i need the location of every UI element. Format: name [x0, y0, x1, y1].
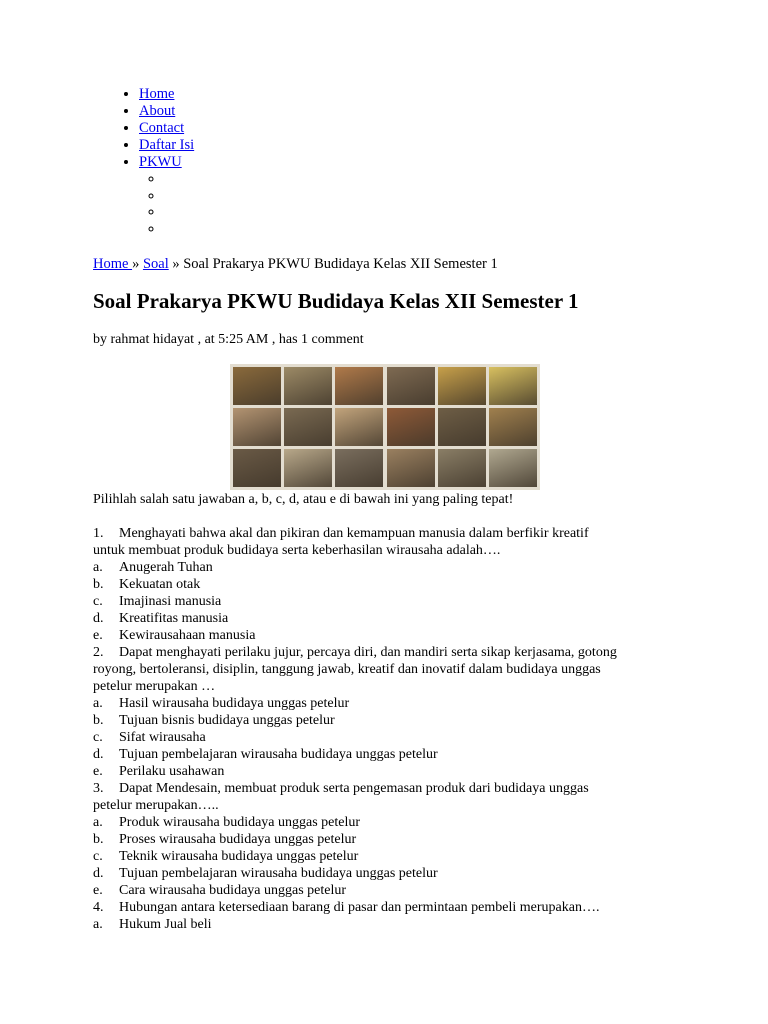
nav-subitem[interactable] — [164, 204, 194, 221]
nav-subitem[interactable] — [164, 188, 194, 205]
answer-option — [93, 916, 693, 933]
question-line: Hubungan antara ketersediaan barang di pasar dan permintaan pembeli merupakan…. — [119, 900, 600, 915]
collage-tile — [387, 449, 435, 487]
option-letter: b. — [93, 577, 104, 592]
collage-tile — [489, 367, 537, 405]
option-text: Hukum Jual beli — [119, 917, 212, 932]
nav-menu — [92, 86, 194, 171]
option-letter: a. — [93, 560, 103, 575]
collage-tile — [233, 408, 281, 446]
question-line: Menghayati bahwa akal dan pikiran dan kemampuan manusia dalam berfikir kreatif — [119, 526, 589, 541]
option-text: Tujuan pembelajaran wirausaha budidaya unggas petelur — [119, 747, 438, 762]
option-letter: d. — [93, 747, 104, 762]
option-text: Proses wirausaha budidaya unggas petelur — [119, 832, 357, 847]
answer-option — [93, 814, 693, 831]
answer-option — [93, 593, 693, 610]
nav-item-contact — [139, 120, 194, 137]
collage-tile — [284, 449, 332, 487]
breadcrumb-home-link[interactable]: Home — [93, 256, 133, 272]
option-text: Kewirausahaan manusia — [119, 628, 256, 643]
poultry-collage-image — [230, 364, 540, 490]
nav-link-home[interactable]: Home — [139, 86, 175, 102]
question-number: 2. — [93, 645, 104, 660]
answer-option — [93, 610, 693, 627]
option-text: Produk wirausaha budidaya unggas petelur — [119, 815, 361, 830]
answer-option — [93, 576, 693, 593]
collage-tile — [335, 367, 383, 405]
question-line: untuk membuat produk budidaya serta keberhasilan wirausaha adalah…. — [93, 543, 501, 558]
option-letter: c. — [93, 849, 103, 864]
breadcrumb-separator: » — [168, 256, 184, 272]
nav-item-about — [139, 103, 194, 120]
question-line: petelur merupakan….. — [93, 798, 219, 813]
nav-link-contact[interactable]: Contact — [139, 120, 185, 136]
collage-tile — [233, 367, 281, 405]
instructions-text: Pilihlah salah satu jawaban a, b, c, d, atau e di bawah ini yang paling tepat! — [93, 492, 514, 507]
nav-subitem[interactable] — [164, 171, 194, 188]
nav-item-pkwu — [139, 154, 194, 171]
collage-tile — [438, 408, 486, 446]
question-text — [93, 525, 693, 542]
nav-subitem[interactable] — [164, 221, 194, 238]
nav-item-home — [139, 86, 194, 103]
option-text: Anugerah Tuhan — [119, 560, 213, 575]
question-number: 3. — [93, 781, 104, 796]
answer-option — [93, 763, 693, 780]
answer-option — [93, 729, 693, 746]
collage-tile — [284, 367, 332, 405]
nav-link-daftar-isi[interactable]: Daftar Isi — [139, 137, 195, 153]
option-text: Kekuatan otak — [119, 577, 201, 592]
option-text: Sifat wirausaha — [119, 730, 206, 745]
collage-tile — [438, 367, 486, 405]
collage-tile — [284, 408, 332, 446]
question-line: Dapat Mendesain, membuat produk serta pengemasan produk dari budidaya unggas — [119, 781, 589, 796]
option-text: Imajinasi manusia — [119, 594, 222, 609]
answer-option — [93, 712, 693, 729]
answer-option — [93, 559, 693, 576]
option-letter: a. — [93, 696, 103, 711]
question-text-continued — [93, 678, 693, 695]
nav-item-daftar-isi — [139, 137, 194, 154]
collage-tile — [438, 449, 486, 487]
nav-submenu-pkwu — [139, 171, 194, 237]
option-text: Tujuan pembelajaran wirausaha budidaya unggas petelur — [119, 866, 438, 881]
page-title: Soal Prakarya PKWU Budidaya Kelas XII Semester 1 — [93, 289, 579, 313]
option-text: Tujuan bisnis budidaya unggas petelur — [119, 713, 335, 728]
answer-option — [93, 627, 693, 644]
breadcrumb-soal-link[interactable]: Soal — [142, 256, 169, 272]
option-letter: e. — [93, 628, 103, 643]
option-text: Teknik wirausaha budidaya unggas petelur — [119, 849, 359, 864]
option-letter: a. — [93, 917, 103, 932]
option-text: Kreatifitas manusia — [119, 611, 229, 626]
question-line: royong, bertoleransi, disiplin, tanggung jawab, kreatif dan inovatif dalam budidaya unggas — [93, 662, 601, 677]
answer-option — [93, 882, 693, 899]
question-text — [93, 644, 693, 661]
option-letter: d. — [93, 611, 104, 626]
question-text-continued — [93, 797, 693, 814]
collage-tile — [489, 449, 537, 487]
option-letter: d. — [93, 866, 104, 881]
collage-tile — [387, 367, 435, 405]
answer-option — [93, 831, 693, 848]
question-text — [93, 899, 693, 916]
breadcrumb — [93, 255, 498, 273]
option-letter: b. — [93, 713, 104, 728]
post-content — [93, 491, 693, 933]
option-text: Hasil wirausaha budidaya unggas petelur — [119, 696, 350, 711]
collage-tile — [489, 408, 537, 446]
breadcrumb-separator: » — [132, 256, 143, 272]
option-letter: b. — [93, 832, 104, 847]
question-number: 4. — [93, 900, 104, 915]
answer-option — [93, 695, 693, 712]
nav-link-pkwu[interactable]: PKWU — [139, 154, 182, 170]
option-letter: c. — [93, 730, 103, 745]
question-number: 1. — [93, 526, 104, 541]
question-text-continued — [93, 542, 693, 559]
option-letter: e. — [93, 764, 103, 779]
answer-option — [93, 848, 693, 865]
nav-link-about[interactable]: About — [139, 103, 176, 119]
question-text — [93, 780, 693, 797]
option-letter: c. — [93, 594, 103, 609]
option-text: Perilaku usahawan — [119, 764, 225, 779]
breadcrumb-current: Soal Prakarya PKWU Budidaya Kelas XII Semester 1 — [183, 256, 498, 272]
answer-option — [93, 865, 693, 882]
option-letter: a. — [93, 815, 103, 830]
collage-tile — [335, 449, 383, 487]
collage-tile — [335, 408, 383, 446]
collage-tile — [387, 408, 435, 446]
question-line: Dapat menghayati perilaku jujur, percaya diri, dan mandiri serta sikap kerjasama, gotong — [119, 645, 617, 660]
post-byline: by rahmat hidayat , at 5:25 AM , has 1 comment — [93, 332, 364, 347]
question-text-continued — [93, 661, 693, 678]
option-text: Cara wirausaha budidaya unggas petelur — [119, 883, 347, 898]
question-line: petelur merupakan … — [93, 679, 216, 694]
collage-tile — [233, 449, 281, 487]
option-letter: e. — [93, 883, 103, 898]
answer-option — [93, 746, 693, 763]
